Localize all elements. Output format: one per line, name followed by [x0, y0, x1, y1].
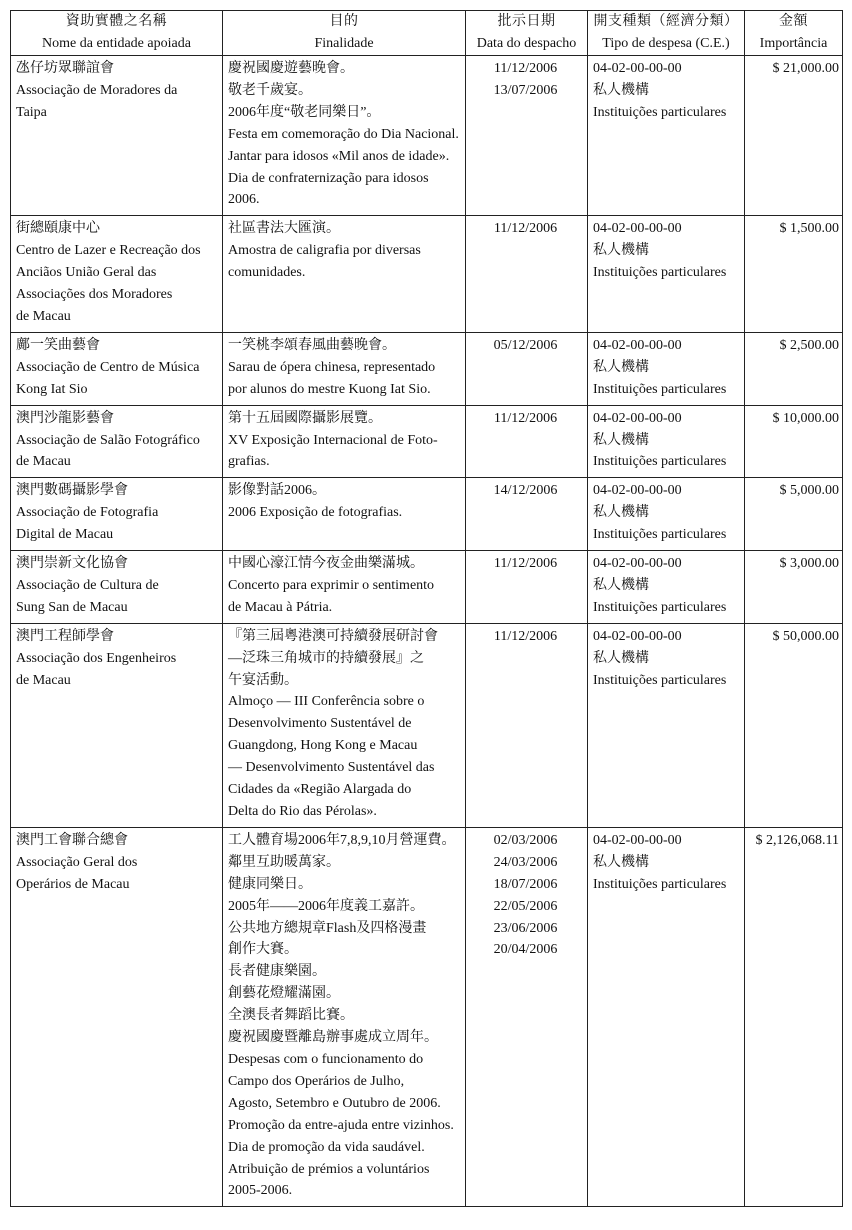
entity-cell-line: Associação de Cultura de [16, 577, 159, 593]
entity-cell [11, 623, 223, 827]
entity-cell [11, 827, 223, 1206]
purpose-cell-line: Agosto, Setembro e Outubro de 2006. [228, 1095, 441, 1111]
purpose-cell-line: Atribuição de prémios a voluntários [228, 1161, 430, 1177]
purpose-cell-line: Despesas com o funcionamento do [228, 1051, 424, 1067]
purpose-cell-line: de Macau à Pátria. [228, 599, 333, 615]
purpose-cell-line: 2006年度“敬老同樂日”。 [228, 104, 381, 120]
purpose-cell-line: 社區書法大匯演。 [228, 221, 340, 237]
entity-cell-line: 澳門數碼攝影學會 [16, 483, 128, 499]
date-cell-line: 11/12/2006 [493, 556, 558, 572]
amount-cell [745, 623, 843, 827]
amount-cell [745, 405, 843, 478]
entity-cell [11, 56, 223, 216]
purpose-cell-line: Campo dos Operários de Julho, [228, 1073, 405, 1089]
entity-cell-line: Operários de Macau [16, 876, 130, 892]
expense-cell-line: 04-02-00-00-00 [593, 61, 682, 76]
date-cell-line: 24/03/2006 [493, 854, 558, 870]
date-cell-line: 23/06/2006 [493, 920, 558, 936]
header-purpose-pt: Finalidade [314, 36, 374, 51]
purpose-cell [223, 551, 466, 624]
expense-cell-line: Instituições particulares [593, 104, 727, 120]
expense-cell [588, 405, 745, 478]
entity-cell [11, 332, 223, 405]
expense-cell [588, 216, 745, 333]
entity-cell-line: Associação de Fotografia [16, 505, 159, 521]
header-entity [11, 11, 223, 56]
purpose-cell-line: Guangdong, Hong Kong e Macau [228, 738, 418, 754]
header-expense-type [588, 11, 745, 56]
table-row [11, 405, 843, 478]
header-amount-pt: Importância [759, 36, 828, 51]
purpose-cell-line: Dia de confraternização para idosos [228, 170, 429, 186]
date-cell-line: 11/12/2006 [493, 61, 558, 76]
entity-cell-line: Kong Iat Sio [16, 381, 88, 397]
amount-value: $ 1,500.00 [779, 221, 839, 237]
amount-cell [745, 332, 843, 405]
date-cell-line: 18/07/2006 [493, 876, 558, 892]
purpose-cell [223, 332, 466, 405]
expense-cell-line: 04-02-00-00-00 [593, 832, 682, 848]
expense-cell-line: 私人機構 [593, 359, 649, 375]
header-amount [745, 11, 843, 56]
purpose-cell-line: Dia de promoção da vida saudável. [228, 1139, 425, 1155]
header-entity-zh: 資助實體之名稱 [65, 14, 168, 29]
header-date [466, 11, 588, 56]
purpose-cell-line: 2005-2006. [228, 1183, 293, 1199]
purpose-cell-line: Jantar para idosos «Mil anos de idade». [228, 148, 450, 164]
expense-cell [588, 551, 745, 624]
expense-cell-line: 私人機構 [593, 432, 649, 448]
purpose-cell-line: Delta do Rio das Pérolas». [228, 804, 377, 819]
expense-cell-line: Instituições particulares [593, 454, 727, 470]
purpose-cell-line: por alunos do mestre Kuong Iat Sio. [228, 381, 431, 397]
date-cell-line: 05/12/2006 [493, 337, 558, 353]
expense-cell-line: 私人機構 [593, 577, 649, 593]
purpose-cell-line: 創藝花燈耀滿園。 [228, 986, 340, 1002]
purpose-cell-line: 健康同樂日。 [228, 876, 312, 892]
header-expense-pt: Tipo de despesa (C.E.) [602, 36, 730, 51]
purpose-cell-line: Promoção da entre-ajuda entre vizinhos. [228, 1117, 454, 1133]
purpose-cell-line: grafias. [228, 454, 270, 470]
purpose-cell-line: 第十五屆國際攝影展覽。 [228, 410, 382, 426]
header-amount-zh: 金額 [779, 14, 808, 29]
expense-cell-line: Instituições particulares [593, 381, 727, 397]
header-entity-pt: Nome da entidade apoiada [42, 36, 191, 51]
date-cell-line: 20/04/2006 [493, 942, 558, 958]
amount-value: $ 10,000.00 [772, 410, 839, 426]
amount-value: $ 3,000.00 [779, 556, 839, 572]
entity-cell-line: 澳門沙龍影藝會 [16, 410, 114, 426]
expense-cell-line: 私人機構 [593, 650, 649, 666]
table-row [11, 551, 843, 624]
entity-cell-line: 澳門工程師學會 [16, 628, 114, 644]
purpose-cell-line: 公共地方總規章Flash及四格漫畫 [228, 920, 427, 936]
expense-cell-line: 04-02-00-00-00 [593, 410, 682, 426]
purpose-cell-line: 2006 Exposição de fotografias. [228, 505, 403, 521]
date-cell-line: 14/12/2006 [493, 483, 558, 499]
amount-value: $ 2,126,068.11 [755, 832, 839, 848]
date-cell [466, 332, 588, 405]
purpose-cell-line: Desenvolvimento Sustentável de [228, 716, 412, 732]
purpose-cell-line: 慶祝國慶遊藝晚會。 [228, 61, 354, 76]
header-expense-zh: 開支種類（經濟分類） [593, 14, 739, 29]
expense-cell-line: 04-02-00-00-00 [593, 628, 682, 644]
amount-cell [745, 827, 843, 1206]
entity-cell-line: Associação de Moradores da [16, 82, 178, 98]
entity-cell-line: Taipa [16, 104, 47, 120]
entity-cell [11, 478, 223, 551]
entity-cell-line: Anciãos União Geral das [16, 265, 157, 281]
entity-cell-line: Associação dos Engenheiros [16, 650, 177, 666]
expense-cell-line: 04-02-00-00-00 [593, 337, 682, 353]
expense-cell-line: 04-02-00-00-00 [593, 221, 682, 237]
date-cell-line: 11/12/2006 [493, 221, 558, 237]
date-cell [466, 623, 588, 827]
table-row [11, 827, 843, 1206]
purpose-cell-line: 『第三屆粵港澳可持續發展研討會 [228, 628, 438, 644]
purpose-cell-line: Amostra de caligrafia por diversas [228, 243, 421, 259]
expense-cell [588, 56, 745, 216]
purpose-cell-line: 影像對話2006。 [228, 483, 326, 499]
date-cell [466, 551, 588, 624]
date-cell-line: 22/05/2006 [493, 898, 558, 914]
entity-cell-line: 澳門崇新文化協會 [16, 556, 128, 572]
purpose-cell-line: 工人體育場2006年7,8,9,10月營運費。 [228, 832, 456, 848]
entity-cell-line: 街總頤康中心 [16, 221, 100, 237]
purpose-cell-line: 全澳長者舞蹈比賽。 [228, 1008, 354, 1024]
purpose-cell-line: 慶祝國慶暨離島辦事處成立周年。 [228, 1030, 438, 1046]
expense-cell [588, 332, 745, 405]
entity-cell [11, 216, 223, 333]
purpose-cell [223, 405, 466, 478]
entity-cell-line: Sung San de Macau [16, 599, 128, 615]
entity-cell-line: Associação Geral dos [16, 854, 138, 870]
expense-cell-line: Instituições particulares [593, 876, 727, 892]
expense-cell-line: 私人機構 [593, 243, 649, 259]
purpose-cell [223, 478, 466, 551]
date-cell-line: 13/07/2006 [493, 82, 558, 98]
purpose-cell-line: 長者健康樂園。 [228, 964, 326, 980]
amount-cell [745, 56, 843, 216]
purpose-cell-line: Concerto para exprimir o sentimento [228, 577, 435, 593]
amount-value: $ 2,500.00 [779, 337, 839, 353]
date-cell-line: 11/12/2006 [493, 628, 558, 644]
date-cell [466, 56, 588, 216]
entity-cell-line: 鄺一笑曲藝會 [16, 337, 100, 353]
expense-cell-line: 私人機構 [593, 82, 649, 98]
date-cell [466, 827, 588, 1206]
purpose-cell-line: 中國心濠江情今夜金曲樂滿城。 [228, 556, 424, 572]
purpose-cell-line: 一笑桃李頌春風曲藝晚會。 [228, 337, 396, 353]
table-body [11, 56, 843, 1207]
amount-cell [745, 216, 843, 333]
table-row [11, 478, 843, 551]
purpose-cell-line: XV Exposição Internacional de Foto- [228, 432, 438, 448]
entity-cell [11, 551, 223, 624]
expense-cell-line: Instituições particulares [593, 527, 727, 543]
table-row [11, 216, 843, 333]
amount-cell [745, 551, 843, 624]
purpose-cell-line: 2005年——2006年度義工嘉許。 [228, 898, 424, 914]
entity-cell-line: Associação de Centro de Música [16, 359, 200, 375]
purpose-cell-line: 鄰里互助暖萬家。 [228, 854, 340, 870]
table-row [11, 332, 843, 405]
purpose-cell-line: Almoço — III Conferência sobre o [228, 694, 425, 710]
entity-cell-line: de Macau [16, 308, 71, 324]
expense-cell-line: Instituições particulares [593, 265, 727, 281]
entity-cell-line: de Macau [16, 454, 71, 470]
date-cell [466, 216, 588, 333]
purpose-cell-line: —泛珠三角城市的持續發展』之 [228, 650, 424, 666]
expense-cell [588, 623, 745, 827]
expense-cell-line: Instituições particulares [593, 672, 727, 688]
purpose-cell-line: Cidades da «Região Alargada do [228, 782, 412, 798]
amount-value: $ 5,000.00 [779, 483, 839, 499]
date-cell-line: 02/03/2006 [493, 832, 558, 848]
entity-cell [11, 405, 223, 478]
table-row [11, 623, 843, 827]
amount-value: $ 21,000.00 [772, 61, 839, 76]
expense-cell-line: 私人機構 [593, 854, 649, 870]
entity-cell-line: Digital de Macau [16, 527, 114, 543]
purpose-cell-line: comunidades. [228, 265, 306, 281]
purpose-cell [223, 623, 466, 827]
header-row [11, 11, 843, 56]
purpose-cell [223, 216, 466, 333]
header-date-zh: 批示日期 [497, 14, 556, 29]
header-purpose-zh: 目的 [329, 14, 359, 29]
entity-cell-line: Associação de Salão Fotográfico [16, 432, 200, 448]
entity-cell-line: Centro de Lazer e Recreação dos [16, 243, 201, 259]
purpose-cell-line: 午宴活動。 [228, 672, 298, 688]
entity-cell-line: Associações dos Moradores [16, 287, 173, 303]
subsidy-table [10, 10, 843, 1207]
date-cell [466, 405, 588, 478]
expense-cell-line: 私人機構 [593, 505, 649, 521]
date-cell [466, 478, 588, 551]
amount-value: $ 50,000.00 [772, 628, 839, 644]
header-date-pt: Data do despacho [476, 36, 577, 51]
expense-cell-line: Instituições particulares [593, 599, 727, 615]
purpose-cell [223, 56, 466, 216]
entity-cell-line: 氹仔坊眾聯誼會 [16, 61, 114, 76]
amount-cell [745, 478, 843, 551]
expense-cell-line: 04-02-00-00-00 [593, 556, 682, 572]
purpose-cell [223, 827, 466, 1206]
purpose-cell-line: 創作大賽。 [228, 942, 298, 958]
header-purpose [223, 11, 466, 56]
expense-cell-line: 04-02-00-00-00 [593, 483, 682, 499]
purpose-cell-line: — Desenvolvimento Sustentável das [228, 760, 435, 776]
table-row [11, 56, 843, 216]
purpose-cell-line: 2006. [228, 192, 260, 208]
entity-cell-line: de Macau [16, 672, 71, 688]
date-cell-line: 11/12/2006 [493, 410, 558, 426]
expense-cell [588, 827, 745, 1206]
entity-cell-line: 澳門工會聯合總會 [16, 832, 128, 848]
expense-cell [588, 478, 745, 551]
purpose-cell-line: Sarau de ópera chinesa, representado [228, 359, 436, 375]
purpose-cell-line: Festa em comemoração do Dia Nacional. [228, 126, 459, 142]
purpose-cell-line: 敬老千歲宴。 [228, 82, 312, 98]
